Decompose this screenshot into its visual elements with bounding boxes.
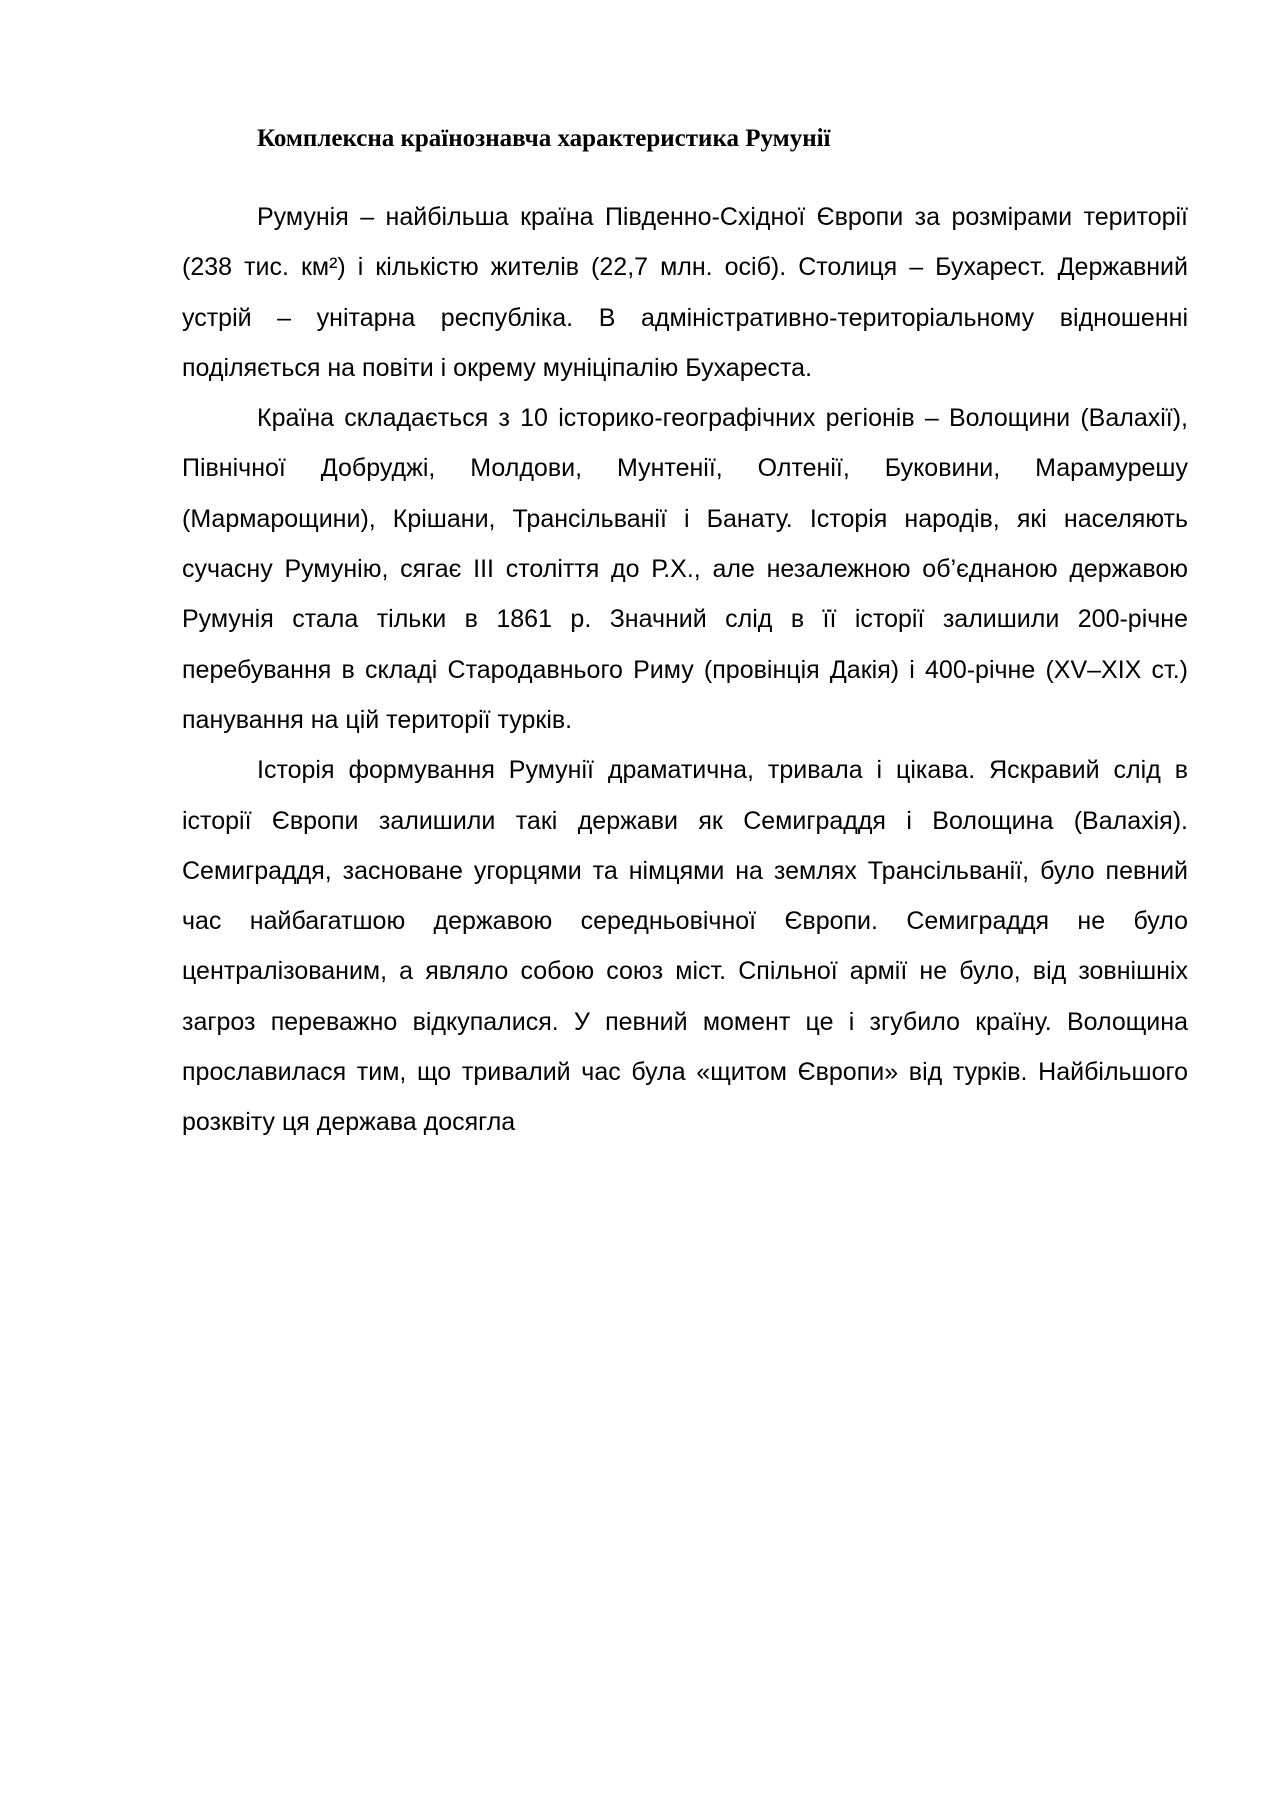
document-body bbox=[182, 192, 1188, 1148]
paragraph-formation: Історія формування Румунії драматична, тривала і цікава. Яскравий слід в історії Європи залишили такі держави як Семиграддя і Волощина (Валахія). Семиграддя, засноване угорцями та німцями на землях Трансільванії, було певний час найбагатшою державою середньовічної Європи. Семиграддя не було централізованим, а являло собою союз міст. Спільної армії не було, від зовнішніх загроз переважно відкупалися. У певний момент це і згубило країну. Волощина прославилася тим, що тривалий час була «щитом Європи» від турків. Найбільшого розквіту ця держава досягла bbox=[182, 756, 1188, 1137]
page-content bbox=[182, 118, 1188, 1148]
paragraph-regions-history: Країна складається з 10 історико-географічних регіонів – Волощини (Валахії), Північної Добруджі, Молдови, Мунтенії, Олтенії, Буковини, Марамурешу (Мармарощини), Крішани, Трансільванії і Банату. Історія народів, які населяють сучасну Румунію, сягає ІІІ століття до Р.Х., але незалежною об’єднаною державою Румунія стала тільки в 1861 р. Значний слід в її історії залишили 200-річне перебування в складі Стародавнього Риму (провінція Дакія) і 400-річне (XV–XIX ст.) панування на цій території турків. bbox=[182, 404, 1188, 734]
paragraph-overview: Румунія – найбільша країна Південно-Східної Європи за розмірами території (238 тис. км²) і кількістю жителів (22,7 млн. осіб). Столиця – Бухарест. Державний устрій – унітарна республіка. В адміністративно-територіальному відношенні поділяється на повіти і окрему муніціпалію Бухареста. bbox=[182, 203, 1188, 382]
document-title: Комплексна країнознавча характеристика Румунії bbox=[257, 125, 831, 152]
